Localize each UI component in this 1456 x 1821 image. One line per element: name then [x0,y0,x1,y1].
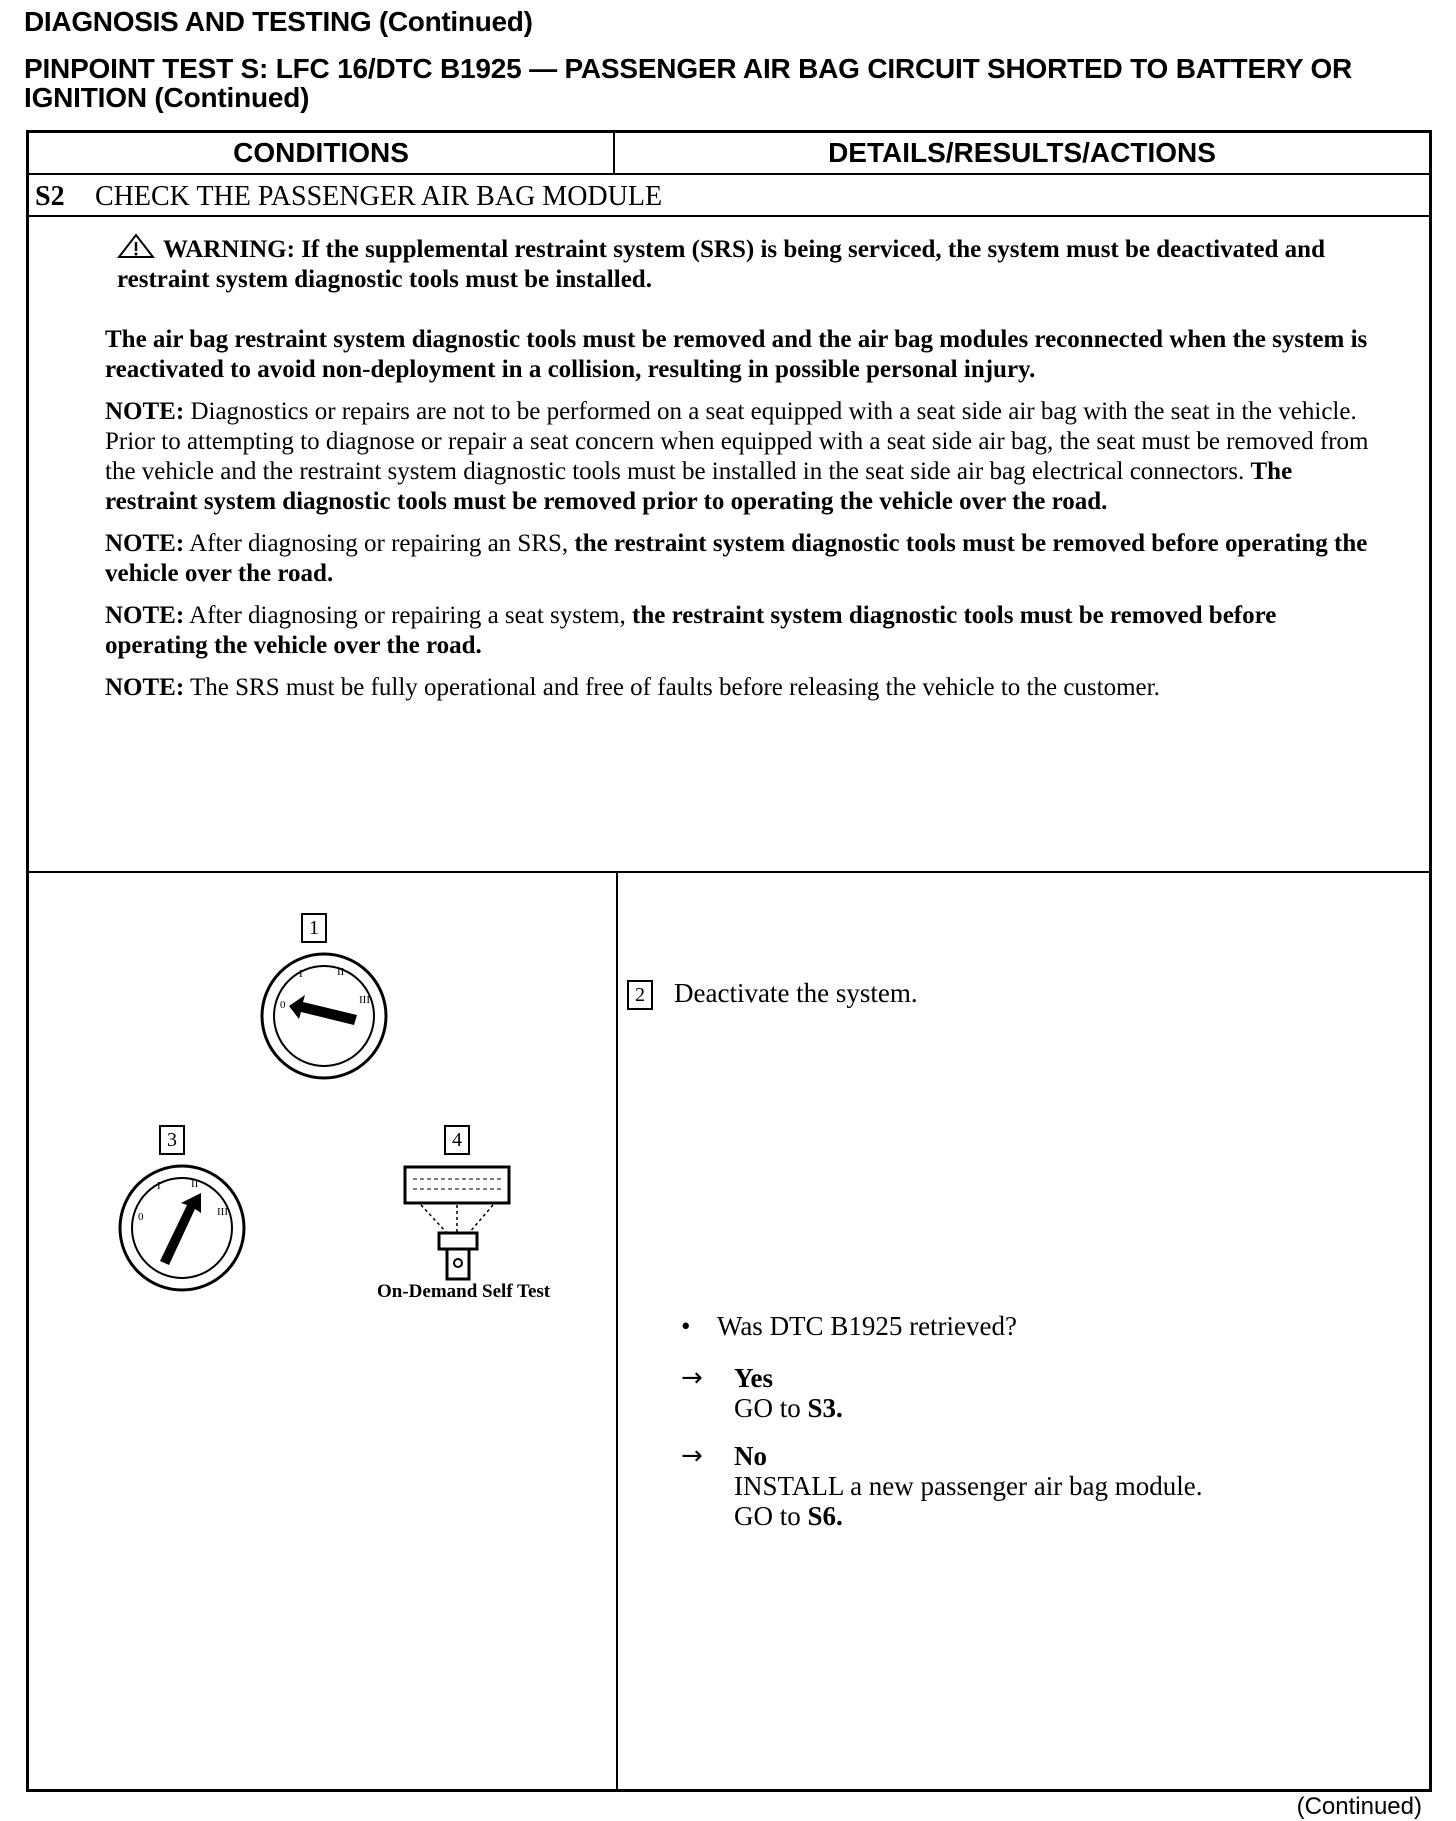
warning-text: If the supplemental restraint system (SRS) is being serviced, the system must be deactivated and restraint system diagnostic tools must be installed. [117,236,1325,293]
position-label: II [191,1178,199,1190]
column-header-conditions: CONDITIONS [233,137,409,168]
ignition-switch-off-icon [259,951,389,1081]
note-label: NOTE: [105,398,185,425]
note-2-bold: the restraint system diagnostic tools must be removed before operating the vehicle over the road. [105,530,1368,587]
ignition-switch-run-icon [117,1163,247,1293]
continued-footer: (Continued) [1296,1793,1422,1820]
position-label: I [299,968,303,980]
callout-3: 3 [159,1125,185,1155]
warning-label: WARNING: [163,236,295,263]
position-label: III [217,1206,228,1218]
section-title: DIAGNOSIS AND TESTING (Continued) [24,6,533,37]
note-label: NOTE: [105,530,185,557]
callout-2: 2 [627,980,653,1010]
row-divider [29,871,1429,873]
self-test-tool-icon [399,1163,519,1283]
warning-paragraph [105,233,1375,295]
goto-text: GO to [734,1393,801,1423]
row-divider [29,173,1429,175]
warnings-and-notes [105,233,1375,715]
goto-target: S6. [807,1501,843,1531]
header-divider [613,133,615,173]
callout-1: 1 [301,913,327,943]
goto-text: GO to [734,1501,801,1531]
note-label: NOTE: [105,674,185,701]
goto-target: S3. [807,1393,843,1423]
note-2 [105,529,1375,589]
bullet-icon: • [681,1311,691,1341]
callout-4: 4 [444,1125,470,1155]
no-label: No [734,1441,767,1471]
step-row [35,177,662,217]
question-text: Was DTC B1925 retrieved? [717,1311,1017,1341]
step-title: CHECK THE PASSENGER AIR BAG MODULE [95,181,663,212]
step-id: S2 [35,181,65,212]
column-header-details: DETAILS/RESULTS/ACTIONS [828,137,1216,168]
warning-text-2: The air bag restraint system diagnostic tools must be removed and the air bag modules reconnected when the system is reactivated to avoid non-deployment in a collision, resulting in possible personal injury. [105,326,1368,383]
position-label: I [157,1180,161,1192]
position-label: II [337,966,345,978]
note-label: NOTE: [105,602,185,629]
position-label: III [359,994,370,1006]
yes-label: Yes [734,1363,773,1393]
self-test-caption: On-Demand Self Test [377,1281,551,1302]
note-1 [105,397,1375,517]
answer-no [734,1441,1202,1531]
warning-triangle-icon [117,233,155,259]
no-goto [734,1501,1202,1531]
note-4 [105,673,1375,703]
note-1-text: Diagnostics or repairs are not to be performed on a seat equipped with a seat side air bag with the seat in the vehicle. Prior to attempting to diagnose or repair a seat concern when equipped with a seat side air bag, the seat must be removed from the vehicle and the restraint system diagnostic tools must be installed in the seat side air bag electrical connectors. [105,398,1369,485]
arrow-right-icon: → [681,1441,703,1471]
yes-action [734,1393,843,1423]
no-action: INSTALL a new passenger air bag module. [734,1471,1203,1501]
position-label: 0 [280,999,286,1011]
note-4-text: The SRS must be fully operational and free of faults before releasing the vehicle to the customer. [190,674,1160,701]
note-3-bold: the restraint system diagnostic tools must be removed before operating the vehicle over the road. [105,602,1277,659]
arrow-right-icon: → [681,1363,703,1393]
step-2-instruction: Deactivate the system. [674,978,918,1008]
row-divider [29,215,1429,217]
answer-yes [734,1363,843,1423]
note-2-text: After diagnosing or repairing an SRS, [189,530,569,557]
pinpoint-test-title: PINPOINT TEST S: LFC 16/DTC B1925 — PASSENGER AIR BAG CIRCUIT SHORTED TO BATTERY OR IGNITION (Continued) [24,53,1353,113]
position-label: 0 [138,1211,144,1223]
note-3-text: After diagnosing or repairing a seat system, [189,602,626,629]
column-divider [616,871,618,1789]
note-3 [105,601,1375,661]
note-1-bold: The restraint system diagnostic tools must be removed prior to operating the vehicle over the road. [105,458,1293,515]
pinpoint-test-table [26,130,1432,1792]
